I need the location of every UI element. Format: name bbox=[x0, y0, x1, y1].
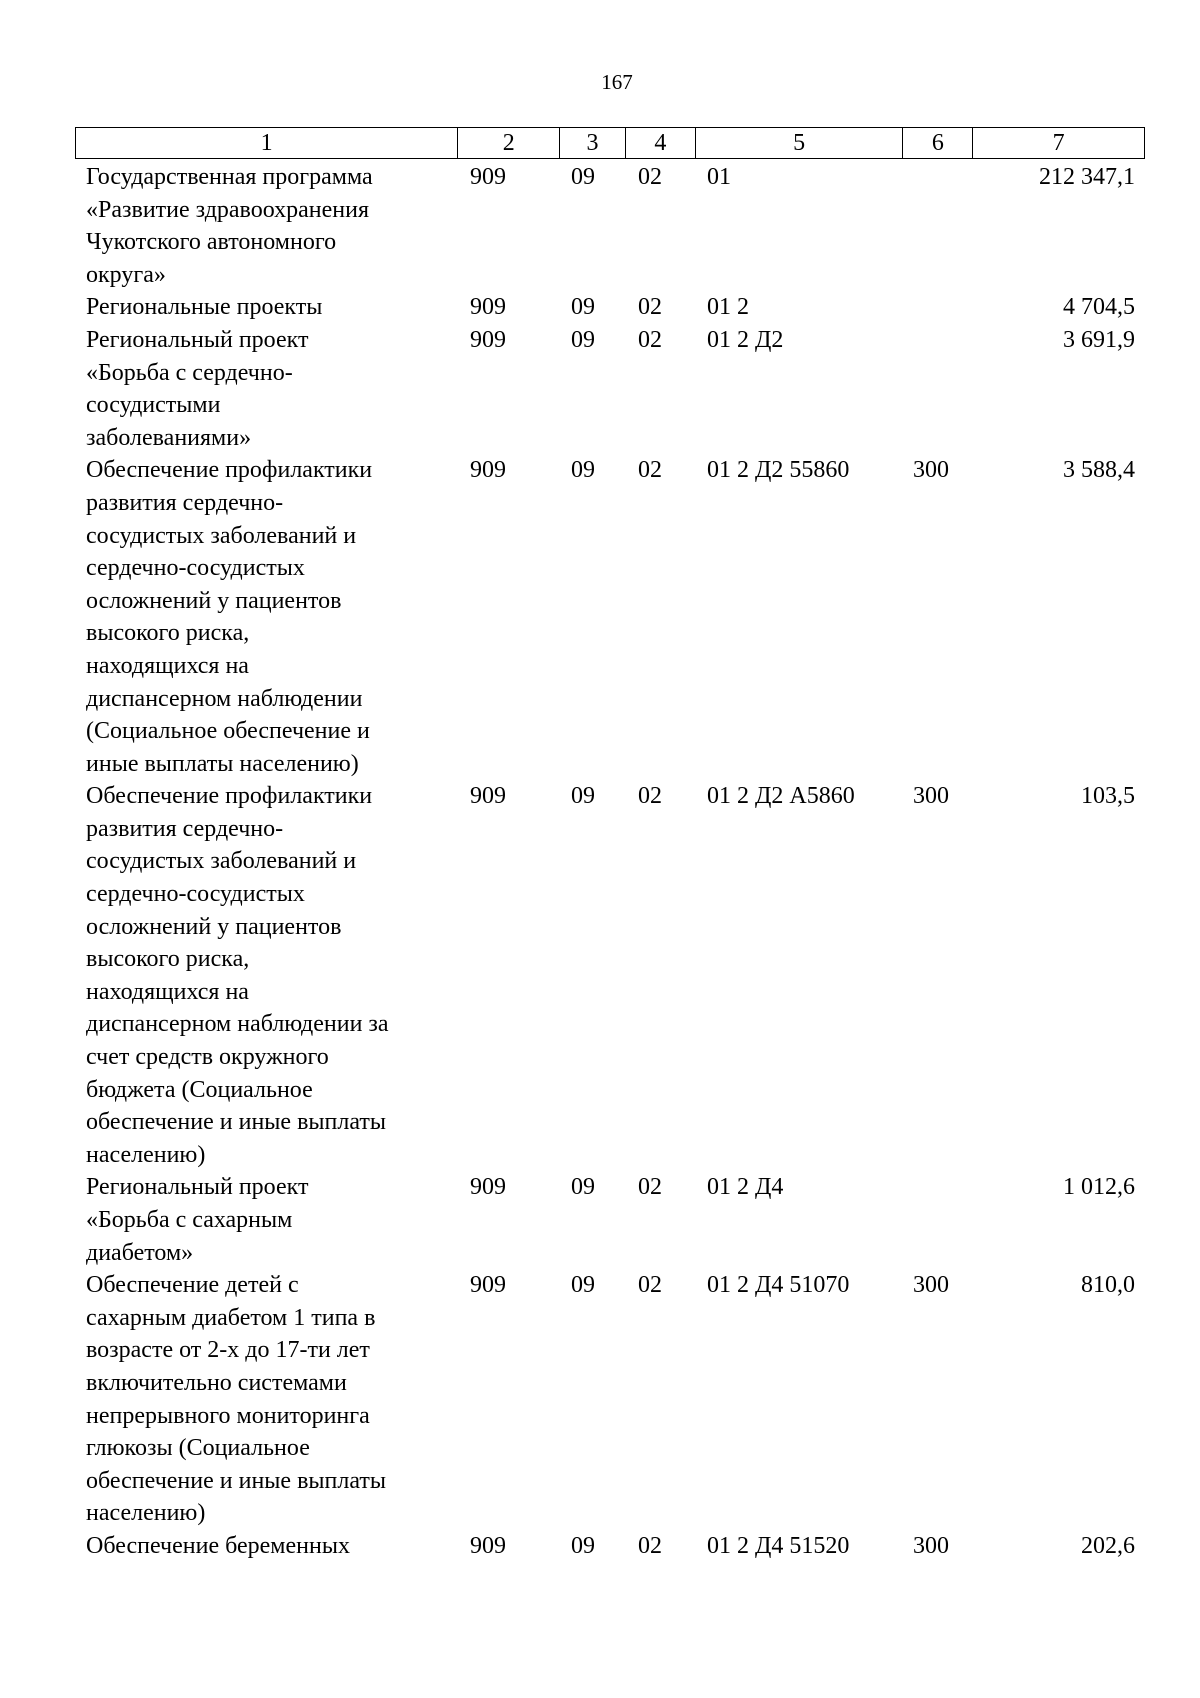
row-section: 09 bbox=[571, 294, 595, 321]
row-section: 09 bbox=[571, 326, 595, 353]
row-target-code: 01 2 Д2 bbox=[707, 326, 784, 353]
row-subsection: 02 bbox=[638, 1174, 662, 1201]
header-cell: 5 bbox=[696, 128, 904, 158]
row-grbs: 909 bbox=[470, 326, 506, 353]
row-grbs: 909 bbox=[470, 783, 506, 810]
row-amount: 1 012,6 bbox=[1063, 1174, 1135, 1201]
table-header bbox=[75, 127, 1145, 159]
row-name: Обеспечение беременных bbox=[86, 1532, 350, 1559]
table-body bbox=[0, 161, 1200, 1563]
row-subsection: 02 bbox=[638, 1532, 662, 1559]
row-name: Региональные проекты bbox=[86, 294, 323, 321]
row-target-code: 01 bbox=[707, 164, 731, 190]
row-name: Обеспечение профилактики развития сердечно- сосудистых заболеваний и сердечно-сосудистых осложнений у пациентов высокого риска, находящихся на диспансерном наблюдении за счет средств окружного бюджета (Социальное обеспечение и иные выплаты населению) bbox=[86, 783, 389, 1168]
table-row bbox=[0, 161, 1200, 291]
row-grbs: 909 bbox=[470, 294, 506, 321]
table-row bbox=[0, 324, 1200, 454]
row-section: 09 bbox=[571, 164, 595, 190]
row-grbs: 909 bbox=[470, 164, 506, 190]
header-cell: 1 bbox=[76, 128, 458, 158]
row-name: Региональный проект «Борьба с сахарным диабетом» bbox=[86, 1174, 309, 1266]
row-target-code: 01 2 Д4 51070 bbox=[707, 1272, 850, 1299]
row-expense-type: 300 bbox=[913, 783, 949, 810]
header-cell: 4 bbox=[626, 128, 696, 158]
header-cell: 7 bbox=[1052, 130, 1065, 156]
row-name: Государственная программа «Развитие здравоохранения Чукотского автономного округа» bbox=[86, 164, 373, 288]
page-number: 167 bbox=[601, 70, 633, 94]
row-section: 09 bbox=[571, 783, 595, 810]
header-cell: 2 bbox=[458, 128, 560, 158]
row-amount: 4 704,5 bbox=[1063, 294, 1135, 321]
row-subsection: 02 bbox=[638, 457, 662, 484]
row-amount: 3 588,4 bbox=[1063, 457, 1135, 484]
row-target-code: 01 2 Д4 51520 bbox=[707, 1532, 850, 1559]
row-expense-type: 300 bbox=[913, 457, 949, 484]
row-grbs: 909 bbox=[470, 1272, 506, 1299]
row-subsection: 02 bbox=[638, 164, 662, 190]
table-row bbox=[0, 1269, 1200, 1530]
row-amount: 212 347,1 bbox=[1039, 164, 1135, 190]
row-section: 09 bbox=[571, 457, 595, 484]
table-row bbox=[0, 1530, 1200, 1563]
table-row bbox=[0, 780, 1200, 1171]
row-target-code: 01 2 Д4 bbox=[707, 1174, 784, 1201]
header-cell: 6 bbox=[903, 128, 973, 158]
row-name: Обеспечение профилактики развития сердечно- сосудистых заболеваний и сердечно-сосудистых осложнений у пациентов высокого риска, находящихся на диспансерном наблюдении (Социальное обеспечение и иные выплаты населению) bbox=[86, 457, 373, 777]
row-grbs: 909 bbox=[470, 457, 506, 484]
row-section: 09 bbox=[571, 1174, 595, 1201]
row-target-code: 01 2 Д2 А5860 bbox=[707, 783, 855, 810]
table-row bbox=[0, 291, 1200, 324]
row-amount: 202,6 bbox=[1081, 1532, 1135, 1559]
row-amount: 3 691,9 bbox=[1063, 326, 1135, 353]
row-amount: 103,5 bbox=[1081, 783, 1135, 810]
row-amount: 810,0 bbox=[1081, 1272, 1135, 1299]
row-section: 09 bbox=[571, 1272, 595, 1299]
row-subsection: 02 bbox=[638, 783, 662, 810]
row-grbs: 909 bbox=[470, 1174, 506, 1201]
row-expense-type: 300 bbox=[913, 1532, 949, 1559]
header-cell: 3 bbox=[560, 128, 626, 158]
table-row bbox=[0, 454, 1200, 780]
row-target-code: 01 2 bbox=[707, 294, 749, 321]
row-subsection: 02 bbox=[638, 1272, 662, 1299]
row-grbs: 909 bbox=[470, 1532, 506, 1559]
table-row bbox=[0, 1171, 1200, 1269]
row-subsection: 02 bbox=[638, 294, 662, 321]
row-target-code: 01 2 Д2 55860 bbox=[707, 457, 850, 484]
row-subsection: 02 bbox=[638, 326, 662, 353]
row-section: 09 bbox=[571, 1532, 595, 1559]
row-name: Региональный проект «Борьба с сердечно- сосудистыми заболеваниями» bbox=[86, 326, 309, 451]
row-name: Обеспечение детей с сахарным диабетом 1 типа в возрасте от 2-х до 17-ти лет включительно системами непрерывного мониторинга глюкозы (Социальное обеспечение и иные выплаты населению) bbox=[86, 1272, 386, 1527]
row-expense-type: 300 bbox=[913, 1272, 949, 1299]
